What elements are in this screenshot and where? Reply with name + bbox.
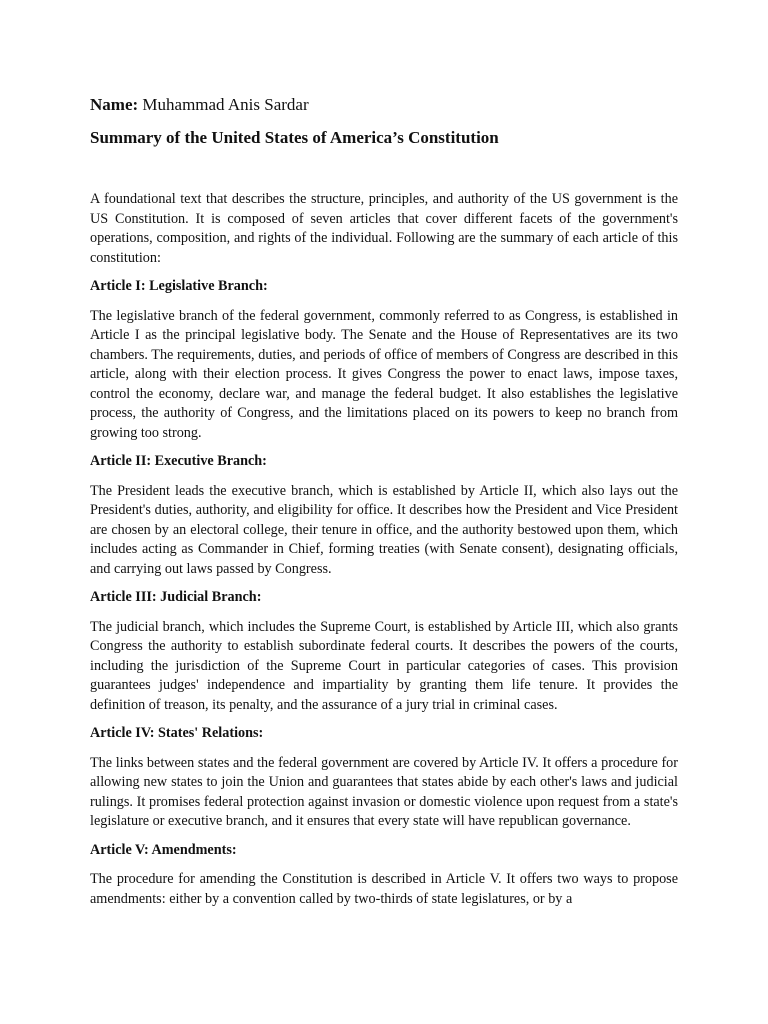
article-3-text: The judicial branch, which includes the Supreme Court, is established by Article III, which also grants Congress the authority to establish subordinate federal courts. It describes the powers of the courts, including the jurisdiction of the Supreme Court in particular categories of cases. This provision guarantees judges' independence and impartiality by granting them life tenure. It provides the definition of treason, its penalty, and the assurance of a jury trial in criminal cases. xyxy=(90,618,678,713)
author-name: Muhammad Anis Sardar xyxy=(138,95,309,114)
author-line xyxy=(90,94,309,116)
article-4-text: The links between states and the federal government are covered by Article IV. It offers a procedure for allowing new states to join the Union and guarantees that states abide by each other's laws and judicial rulings. It promises federal protection against invasion or domestic violence upon request from a state's legislature or executive branch, and it ensures that every state will have republican governance. xyxy=(90,754,678,829)
article-2-text: The President leads the executive branch, which is established by Article II, which also lays out the President's duties, authority, and eligibility for office. It describes how the President and Vice President are chosen by an electoral college, their tenure in office, and the authority bestowed upon them, which includes acting as Commander in Chief, forming treaties (with Senate consent), designating officials, and carrying out laws passed by Congress. xyxy=(90,482,678,577)
document-body xyxy=(90,190,678,918)
article-1-text: The legislative branch of the federal government, commonly referred to as Congress, is established in Article I as the principal legislative body. The Senate and the House of Representatives are its two chambers. The requirements, duties, and periods of office of members of Congress are described in this article, along with their election process. It gives Congress the power to enact laws, impose taxes, control the economy, declare war, and manage the federal budget. It also establishes the legislative process, the authority of Congress, and the limitations placed on its powers to keep no branch from growing too strong. xyxy=(90,307,678,441)
article-1-heading: Article I: Legislative Branch: xyxy=(90,278,268,294)
document-title: Summary of the United States of America’s Constitution xyxy=(90,128,499,147)
name-label: Name: xyxy=(90,95,139,114)
intro-paragraph: A foundational text that describes the structure, principles, and authority of the US government is the US Constitution. It is composed of seven articles that cover different facets of the government's operations, composition, and rights of the individual. Following are the summary of each article of this constitution: xyxy=(90,191,678,266)
article-5-heading: Article V: Amendments: xyxy=(90,841,237,858)
article-2-heading: Article II: Executive Branch: xyxy=(90,453,267,469)
article-3-heading: Article III: Judicial Branch: xyxy=(90,589,262,605)
article-4-heading: Article IV: States' Relations: xyxy=(90,725,264,741)
article-5-text: The procedure for amending the Constitution is described in Article V. It offers two ways to propose amendments: either by a convention called by two-thirds of state legislatures, or by a xyxy=(90,871,678,907)
